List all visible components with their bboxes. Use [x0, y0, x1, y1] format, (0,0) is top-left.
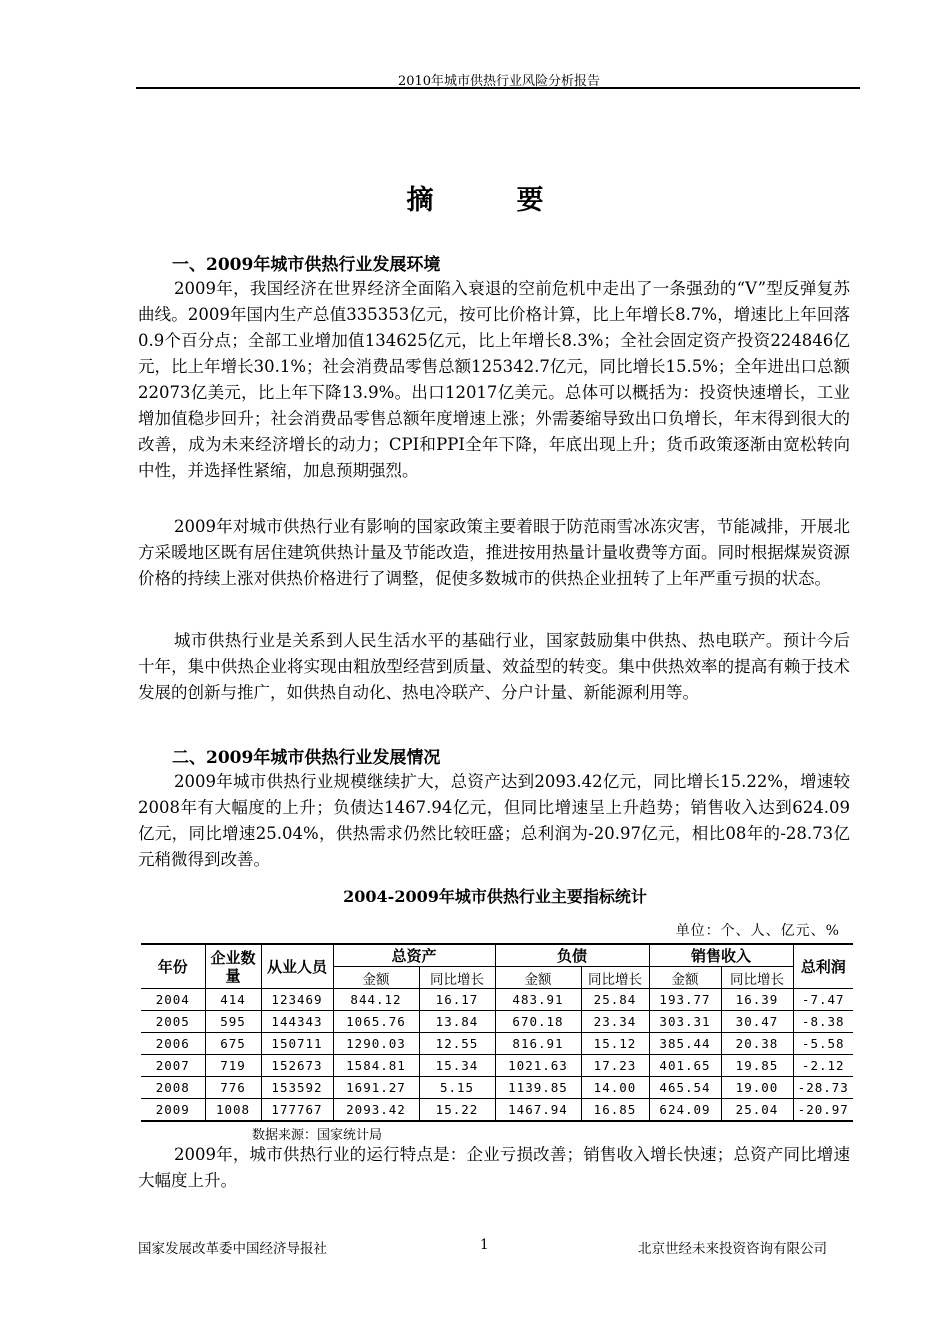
table-cell: 153592 — [261, 1077, 333, 1099]
table-cell: 5.15 — [419, 1077, 495, 1099]
header-sales: 销售收入 — [649, 944, 793, 967]
table-row — [141, 1033, 853, 1055]
section-heading-development: 二、2009年城市供热行业发展情况 — [172, 748, 441, 768]
table-cell: -20.97 — [793, 1099, 853, 1122]
header-employees: 从业人员 — [261, 944, 333, 989]
table-cell: 14.00 — [581, 1077, 649, 1099]
table-body — [141, 989, 853, 1122]
header-liabilities: 负债 — [495, 944, 649, 967]
subheader-liabilities-yoy: 同比增长 — [581, 967, 649, 989]
table-cell: 1691.27 — [333, 1077, 419, 1099]
table-cell: 2004 — [141, 989, 205, 1011]
subheader-liabilities-amount: 金额 — [495, 967, 581, 989]
table-cell: 670.18 — [495, 1011, 581, 1033]
table-row — [141, 1055, 853, 1077]
table-cell: 2006 — [141, 1033, 205, 1055]
document-title: 摘 要 — [406, 185, 572, 216]
footer-company: 北京世经未来投资咨询有限公司 — [638, 1241, 827, 1257]
table-cell: 1584.81 — [333, 1055, 419, 1077]
table-cell: 1139.85 — [495, 1077, 581, 1099]
table-cell: 17.23 — [581, 1055, 649, 1077]
header-profit: 总利润 — [793, 944, 853, 989]
table-cell: 2007 — [141, 1055, 205, 1077]
paragraph-development: 2009年城市供热行业规模继续扩大，总资产达到2093.42亿元，同比增长15.22%，增速较2008年有大幅度的上升；负债达1467.94亿元，但同比增速呈上升趋势；销售收入达到624.09亿元，同比增速25.04%，供热需求仍然比较旺盛；总利润为-20.97亿元，相比08年的-28.73亿元稍微得到改善。 — [138, 772, 850, 869]
table-row — [141, 1099, 853, 1122]
table-cell: 675 — [205, 1033, 261, 1055]
table-cell: 15.12 — [581, 1033, 649, 1055]
indicator-table — [141, 943, 853, 1122]
paragraph-outlook: 城市供热行业是关系到人民生活水平的基础行业，国家鼓励集中供热、热电联产。预计今后十年，集中供热企业将实现由粗放型经营到质量、效益型的转变。集中供热效率的提高有赖于技术发展的创新与推广，如供热自动化、热电冷联产、分户计量、新能源利用等。 — [138, 631, 850, 702]
table-cell: -2.12 — [793, 1055, 853, 1077]
paragraph-economy: 2009年，我国经济在世界经济全面陷入衰退的空前危机中走出了一条强劲的“V”型反弹复苏曲线。2009年国内生产总值335353亿元，按可比价格计算，比上年增长8.7%，增速比上年回落0.9个百分点；全部工业增加值134625亿元，比上年增长8.3%；全社会固定资产投资224846亿元，比上年增长30.1%；社会消费品零售总额125342.7亿元，同比增长15.5%；全年进出口总额22073亿美元，比上年下降13.9%。出口12017亿美元。总体可以概括为：投资快速增长，工业增加值稳步回升；社会消费品零售总额年度增速上涨；外需萎缩导致出口负增长，年末得到很大的改善，成为未来经济增长的动力；CPI和PPI全年下降，年底出现上升；货币政策逐渐由宽松转向中性，并选择性紧缩，加息预期强烈。 — [138, 279, 850, 480]
table-cell: 16.85 — [581, 1099, 649, 1122]
table-cell: 2005 — [141, 1011, 205, 1033]
subheader-sales-amount: 金额 — [649, 967, 721, 989]
paragraph-closing: 2009年，城市供热行业的运行特点是：企业亏损改善；销售收入增长快速；总资产同比增速大幅度上升。 — [138, 1145, 850, 1190]
table-cell: -5.58 — [793, 1033, 853, 1055]
table-row — [141, 1011, 853, 1033]
table-cell: -7.47 — [793, 989, 853, 1011]
table-cell: 19.85 — [721, 1055, 793, 1077]
table-cell: 23.34 — [581, 1011, 649, 1033]
table-unit-note: 单位：个、人、亿元、% — [675, 923, 840, 939]
subheader-sales-yoy: 同比增长 — [721, 967, 793, 989]
table-cell: 30.47 — [721, 1011, 793, 1033]
table-cell: 401.65 — [649, 1055, 721, 1077]
table-row — [141, 1077, 853, 1099]
table-cell: 12.55 — [419, 1033, 495, 1055]
table-cell: 2009 — [141, 1099, 205, 1122]
table-cell: -8.38 — [793, 1011, 853, 1033]
header-rule — [136, 87, 860, 89]
table-cell: 624.09 — [649, 1099, 721, 1122]
table-source-note: 数据来源：国家统计局 — [252, 1128, 383, 1143]
table-cell: 15.22 — [419, 1099, 495, 1122]
table-cell: 776 — [205, 1077, 261, 1099]
table-cell: 2093.42 — [333, 1099, 419, 1122]
table-title: 2004-2009年城市供热行业主要指标统计 — [343, 887, 647, 906]
footer-page-number: 1 — [480, 1237, 489, 1253]
running-header: 2010年城市供热行业风险分析报告 — [397, 74, 601, 89]
table-cell: 816.91 — [495, 1033, 581, 1055]
table-row — [141, 989, 853, 1011]
footer-publisher: 国家发展改革委中国经济导报社 — [138, 1241, 327, 1257]
table-cell: 144343 — [261, 1011, 333, 1033]
header-companies: 企业数量 — [205, 944, 261, 989]
table-cell: 385.44 — [649, 1033, 721, 1055]
table-cell: 16.17 — [419, 989, 495, 1011]
table-cell: 1008 — [205, 1099, 261, 1122]
table-cell: 13.84 — [419, 1011, 495, 1033]
table-cell: 303.31 — [649, 1011, 721, 1033]
table-cell: 595 — [205, 1011, 261, 1033]
table-cell: 193.77 — [649, 989, 721, 1011]
table-cell: 19.00 — [721, 1077, 793, 1099]
table-cell: 1467.94 — [495, 1099, 581, 1122]
table-cell: 483.91 — [495, 989, 581, 1011]
table-cell: 123469 — [261, 989, 333, 1011]
header-assets: 总资产 — [333, 944, 495, 967]
table-cell: 719 — [205, 1055, 261, 1077]
subheader-assets-yoy: 同比增长 — [419, 967, 495, 989]
table-cell: 25.04 — [721, 1099, 793, 1122]
table-header-row — [141, 944, 853, 967]
table-cell: 2008 — [141, 1077, 205, 1099]
table-cell: 844.12 — [333, 989, 419, 1011]
header-year: 年份 — [141, 944, 205, 989]
table-cell: -28.73 — [793, 1077, 853, 1099]
paragraph-policy: 2009年对城市供热行业有影响的国家政策主要着眼于防范雨雪冰冻灾害，节能减排，开展北方采暖地区既有居住建筑供热计量及节能改造，推进按用热量计量收费等方面。同时根据煤炭资源价格的持续上涨对供热价格进行了调整，促使多数城市的供热企业扭转了上年严重亏损的状态。 — [138, 517, 850, 588]
table-cell: 414 — [205, 989, 261, 1011]
table-cell: 177767 — [261, 1099, 333, 1122]
table-cell: 16.39 — [721, 989, 793, 1011]
table-cell: 150711 — [261, 1033, 333, 1055]
table-cell: 152673 — [261, 1055, 333, 1077]
table-cell: 20.38 — [721, 1033, 793, 1055]
table-cell: 1021.63 — [495, 1055, 581, 1077]
section-heading-environment: 一、2009年城市供热行业发展环境 — [172, 255, 441, 275]
table-cell: 1065.76 — [333, 1011, 419, 1033]
table-cell: 15.34 — [419, 1055, 495, 1077]
table-cell: 25.84 — [581, 989, 649, 1011]
subheader-assets-amount: 金额 — [333, 967, 419, 989]
table-cell: 465.54 — [649, 1077, 721, 1099]
table-cell: 1290.03 — [333, 1033, 419, 1055]
